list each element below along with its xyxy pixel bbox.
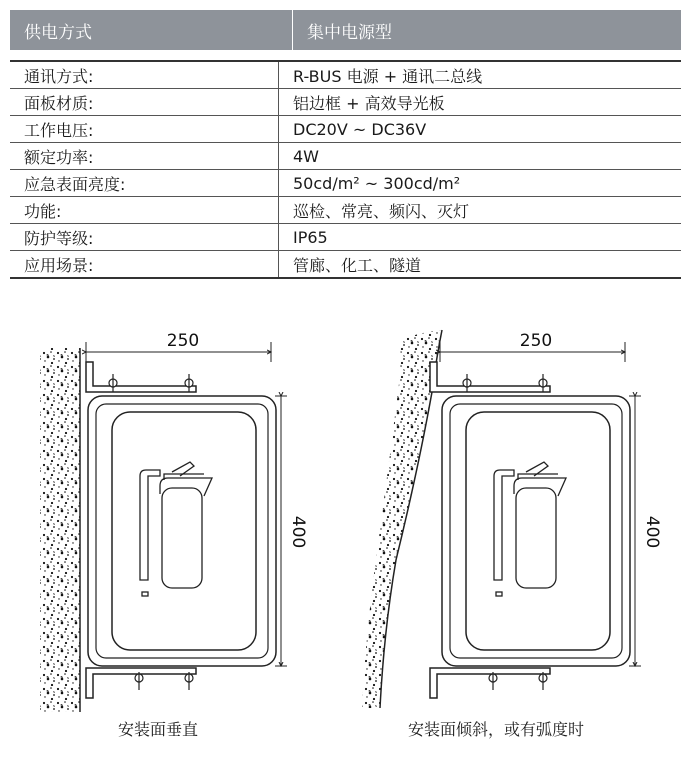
- table-row: [10, 61, 681, 89]
- top-bracket: [86, 362, 196, 392]
- height-label: 400: [288, 515, 308, 549]
- wall-vertical: [40, 348, 80, 712]
- bottom-bracket: [430, 668, 550, 698]
- height-label: 400: [642, 515, 662, 549]
- spec-value: 巡检、常亮、频闪、灭灯: [279, 197, 682, 224]
- spec-value: IP65: [279, 224, 682, 251]
- spec-label: 防护等级:: [10, 224, 279, 251]
- top-bracket: [430, 362, 550, 392]
- spec-value: R-BUS 电源 + 通讯二总线: [279, 61, 682, 89]
- spec-value: 铝边框 + 高效导光板: [279, 89, 682, 116]
- spec-label: 通讯方式:: [10, 61, 279, 89]
- installation-diagrams: [0, 300, 691, 770]
- table-row: [10, 89, 681, 116]
- spec-header: [10, 10, 681, 50]
- width-label: 250: [519, 331, 553, 351]
- spec-table: [10, 60, 681, 279]
- caption-vertical: 安装面垂直: [118, 720, 199, 739]
- sign-outer-frame: [88, 396, 276, 666]
- bottom-bracket: [86, 668, 196, 698]
- header-power-value: 集中电源型: [307, 22, 392, 43]
- header-power-label: 供电方式: [24, 22, 92, 43]
- spec-label: 应用场景:: [10, 251, 279, 279]
- spec-value: 50cd/m² ~ 300cd/m²: [279, 170, 682, 197]
- diagram-inclined-wall: [362, 330, 662, 708]
- spec-value: DC20V ~ DC36V: [279, 116, 682, 143]
- spec-label: 面板材质:: [10, 89, 279, 116]
- table-row: [10, 251, 681, 279]
- spec-label: 额定功率:: [10, 143, 279, 170]
- spec-value: 4W: [279, 143, 682, 170]
- spec-label: 工作电压:: [10, 116, 279, 143]
- spec-label: 功能:: [10, 197, 279, 224]
- width-label: 250: [166, 331, 200, 351]
- table-row: [10, 197, 681, 224]
- spec-value: 管廊、化工、隧道: [279, 251, 682, 279]
- caption-inclined: 安装面倾斜，或有弧度时: [408, 720, 585, 739]
- sign-outer-frame: [442, 396, 630, 666]
- table-row: [10, 224, 681, 251]
- spec-label: 应急表面亮度:: [10, 170, 279, 197]
- diagram-vertical-wall: [40, 331, 308, 712]
- table-row: [10, 170, 681, 197]
- table-row: [10, 116, 681, 143]
- table-row: [10, 143, 681, 170]
